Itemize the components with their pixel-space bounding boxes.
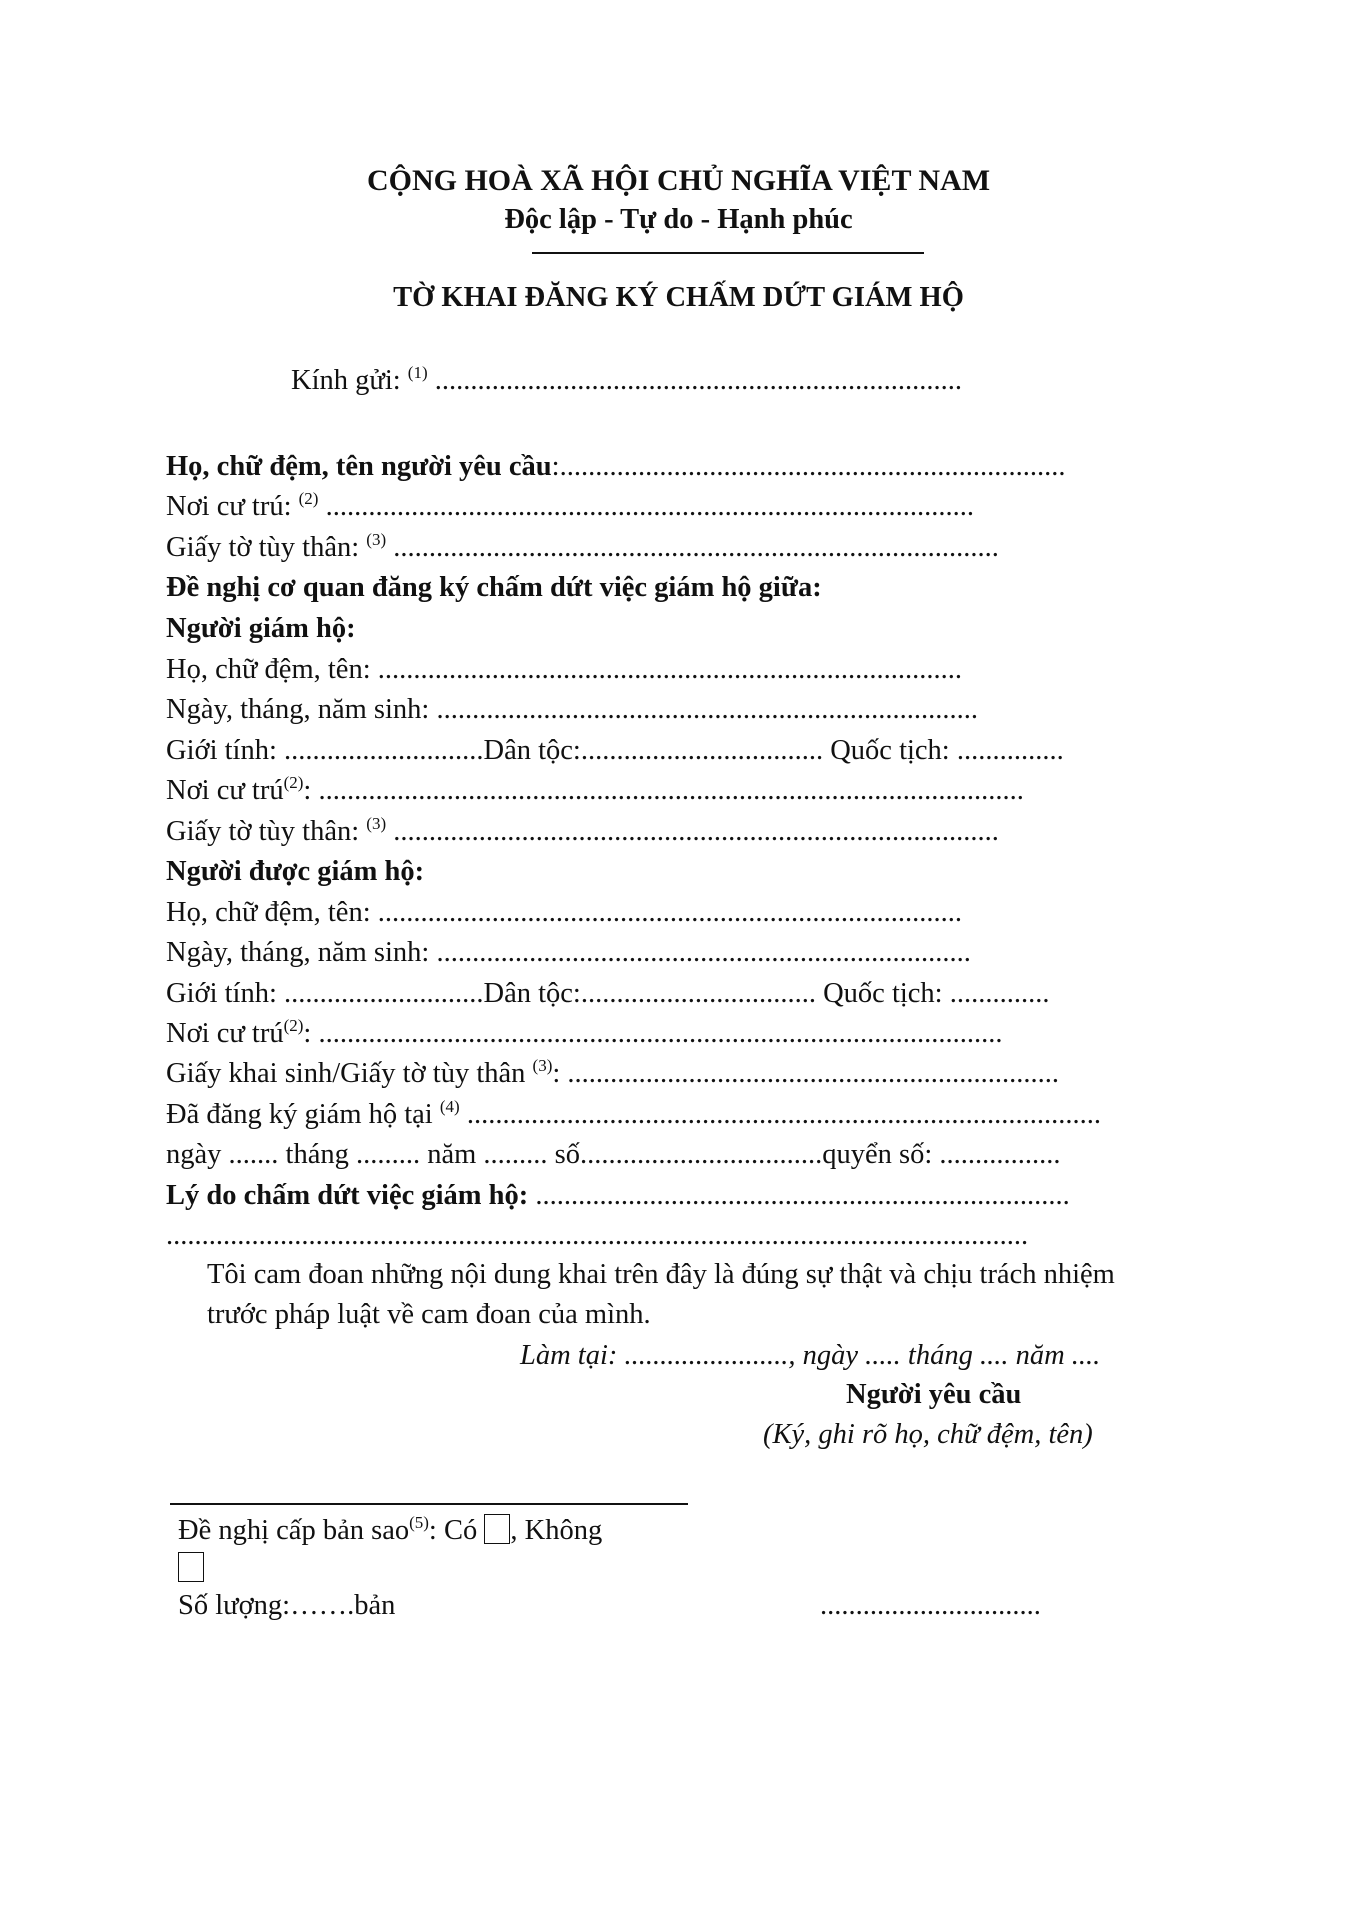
guardian-name-line: Họ, chữ đệm, tên: .................................................................................. [166,654,962,685]
ward-dob-line: Ngày, tháng, năm sinh: ........................................................................... [166,937,971,968]
copy-request-line: Đề nghị cấp bản sao$^{(5)}$: Có , Không [178,1513,603,1546]
registration-place-line: Đã đăng ký giám hộ tại $^{(4)}$ ......................................................................................... [166,1097,1101,1130]
ward-heading: Người được giám hộ: [166,856,425,887]
ward-residence-line: Nơi cư trú$^{(2)}$: ................................................................................................ [166,1016,1003,1049]
guardian-dob-line: Ngày, tháng, năm sinh: ............................................................................ [166,694,978,725]
national-motto: Độc lập - Tự do - Hạnh phúc [504,204,853,235]
reason-dots-line: ......................................................................................................................... [166,1220,1029,1251]
guardian-residence-line: Nơi cư trú$^{(2)}$: ................................................................................................... [166,773,1024,806]
motto-underline [532,252,924,254]
signature-role: Người yêu cầu [846,1379,1022,1410]
footnote-separator [170,1503,688,1505]
requester-residence-line: Nơi cư trú: $^{(2)}$ ........................................................................................... [166,489,974,522]
guardian-heading: Người giám hộ: [166,613,356,644]
commitment-line-2: trước pháp luật về cam đoan của mình. [207,1299,651,1330]
guardian-gender-line: Giới tính: ............................Dân tộc:.................................. Quốc tịch: ............... [166,735,1064,766]
copy-quantity-line: Số lượng:…….bản [178,1590,396,1621]
signature-instruction: (Ký, ghi rõ họ, chữ đệm, tên) [763,1419,1093,1450]
copy-no-checkbox[interactable] [178,1552,204,1582]
ward-gender-line: Giới tính: ............................Dân tộc:................................. Quốc tịch: .............. [166,978,1050,1009]
registration-date-line: ngày ....... tháng ......... năm ......... số..................................quyển số: ................. [166,1139,1061,1170]
reason-line: Lý do chấm dứt việc giám hộ: ........................................................................... [166,1180,1070,1211]
guardian-id-line: Giấy tờ tùy thân: $^{(3)}$ ..................................................................................... [166,814,999,847]
commitment-line-1: Tôi cam đoan những nội dung khai trên đây là đúng sự thật và chịu trách nhiệm [207,1259,1115,1290]
requester-id-line: Giấy tờ tùy thân: $^{(3)}$ ..................................................................................... [166,530,999,563]
ward-name-line: Họ, chữ đệm, tên: .................................................................................. [166,897,962,928]
copy-no-checkbox-line [178,1551,204,1587]
national-title: CỘNG HOÀ XÃ HỘI CHỦ NGHĨA VIỆT NAM [366,164,991,197]
form-title: TỜ KHAI ĐĂNG KÝ CHẤM DỨT GIÁM HỘ [393,282,964,313]
kinh-gui-line: Kính gửi: $^{(1)}$ .......................................................................... [291,363,962,396]
request-heading: Đề nghị cơ quan đăng ký chấm dứt việc giám hộ giữa: [166,572,822,603]
ward-id-line: Giấy khai sinh/Giấy tờ tùy thân $^{(3)}$: ..................................................................... [166,1056,1060,1089]
copy-sign-dots: ............................... [820,1590,1041,1621]
requester-name-line: Họ, chữ đệm, tên người yêu cầu:....................................................................... [166,451,1066,482]
signature-place-date: Làm tại: ......................., ngày ..... tháng .... năm .... [520,1340,1101,1371]
copy-yes-checkbox[interactable] [484,1514,510,1544]
